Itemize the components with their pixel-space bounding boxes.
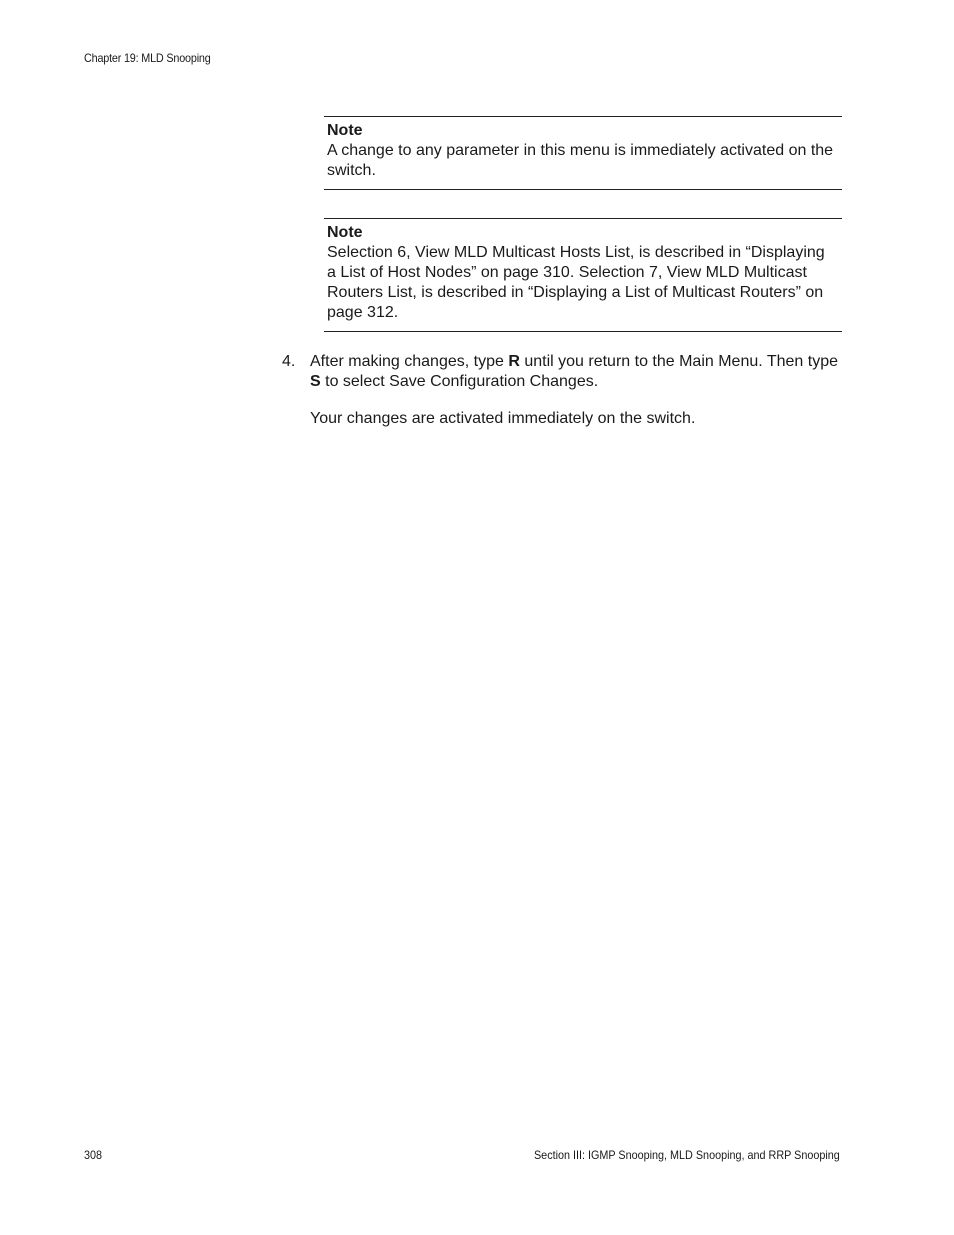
step-text (310, 352, 842, 392)
running-header-chapter: Chapter 19: MLD Snooping (84, 51, 211, 65)
note-text: A change to any parameter in this menu is immediately activated on the switch. (327, 142, 834, 179)
note-title: Note (327, 224, 363, 241)
page-number: 308 (84, 1148, 103, 1162)
step-4 (282, 352, 842, 392)
step-text-part3: to select Save Configuration Changes. (320, 373, 599, 390)
key-r: R (508, 353, 520, 370)
note-title: Note (327, 122, 363, 139)
note-text: Selection 6, View MLD Multicast Hosts List, is described in “Displaying a List of Host Nodes” on page 310. Selection 7, View MLD Multicast Routers List, is described in “Displaying a List of Multicast Routers” on page 312. (327, 244, 825, 321)
step-text-part1: After making changes, type (310, 353, 509, 370)
step-text-part2: until you return to the Main Menu. Then type (519, 353, 838, 370)
note-box-parameter-change (324, 116, 842, 190)
note-box-selection-references (324, 218, 842, 332)
key-s: S (310, 373, 321, 390)
running-footer-section: Section III: IGMP Snooping, MLD Snooping, and RRP Snooping (534, 1148, 840, 1162)
body-paragraph: Your changes are activated immediately on the switch. (310, 410, 696, 427)
step-number: 4. (282, 353, 296, 370)
